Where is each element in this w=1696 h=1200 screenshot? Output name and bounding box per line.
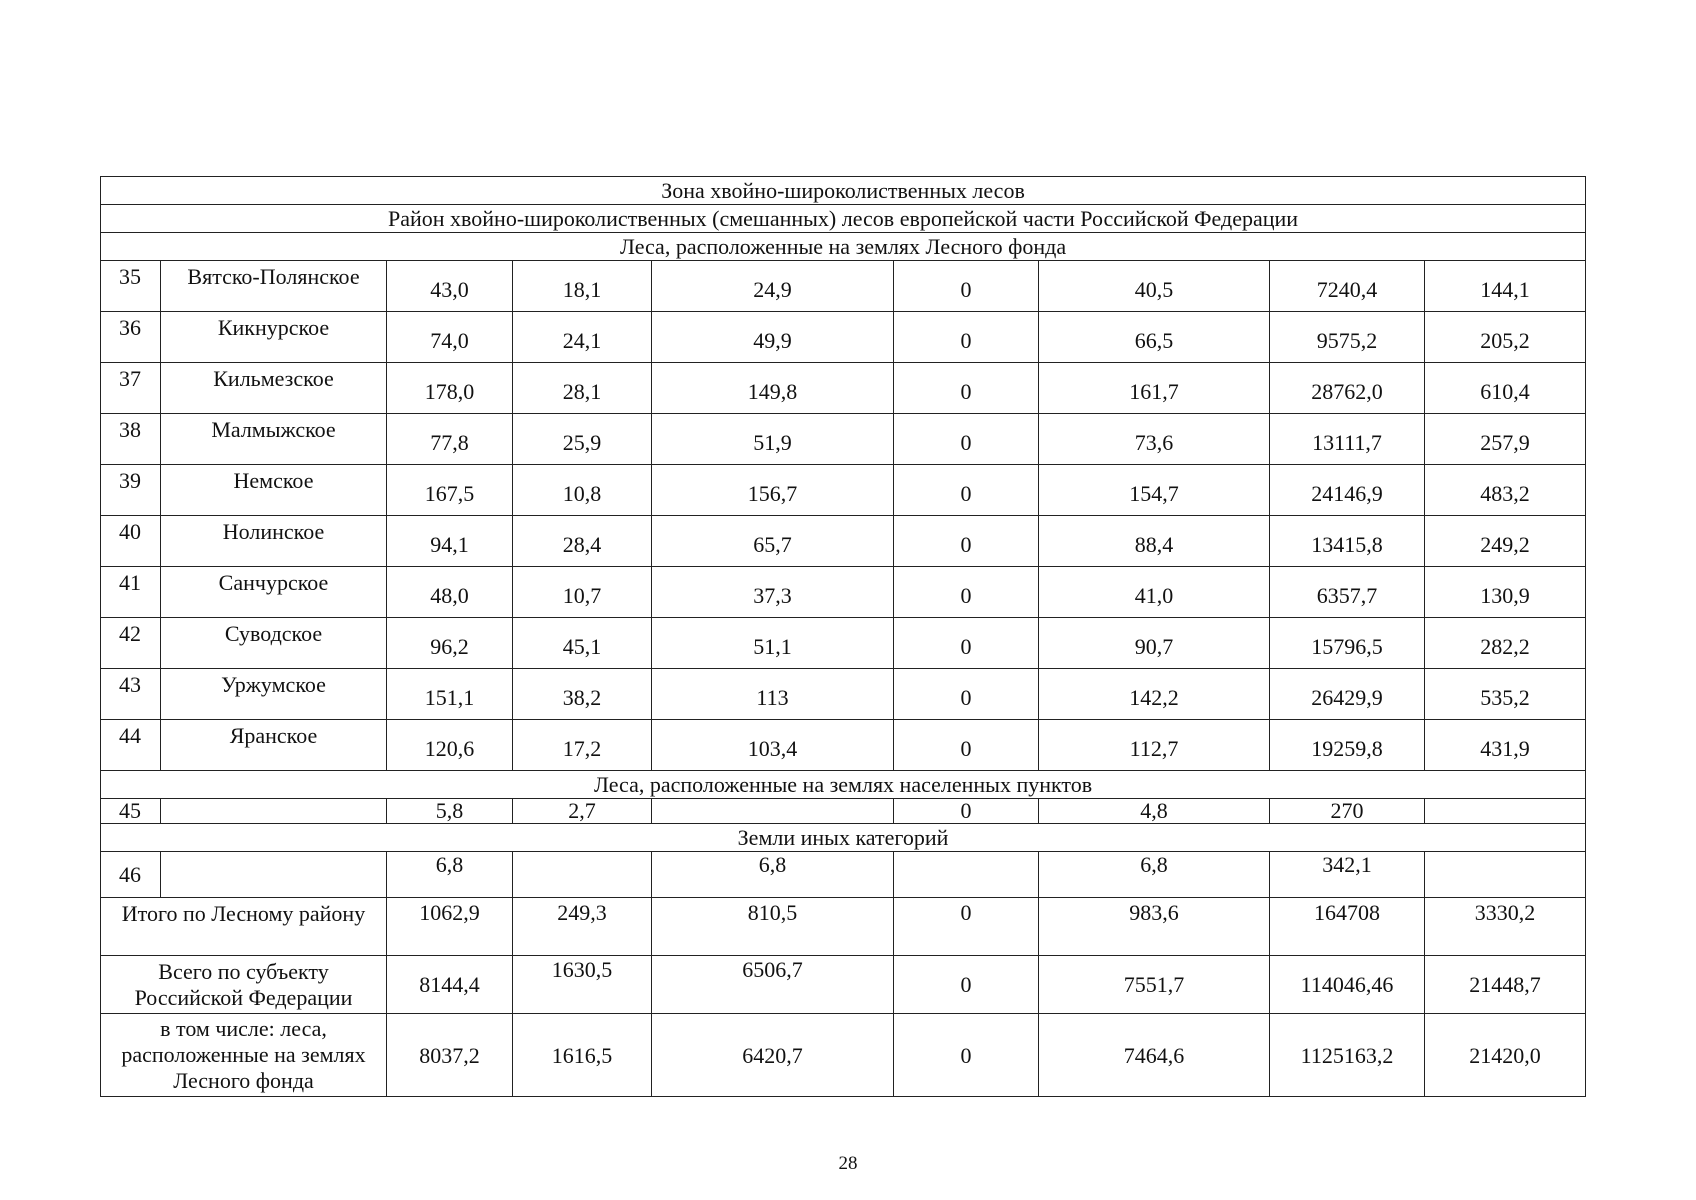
cell-value (1425, 852, 1586, 898)
cell-value: 6,8 (387, 852, 513, 898)
cell-value: 142,2 (1039, 669, 1270, 720)
cell-value: 94,1 (387, 516, 513, 567)
forest-data-table (100, 176, 1586, 1097)
cell-value: 49,9 (652, 312, 894, 363)
cell-value: 120,6 (387, 720, 513, 771)
cell-value: 7551,7 (1039, 956, 1270, 1014)
cell-value: 3330,2 (1425, 898, 1586, 956)
cell-value: 282,2 (1425, 618, 1586, 669)
forestry-name: Кильмезское (161, 363, 387, 414)
cell-value: 151,1 (387, 669, 513, 720)
cell-value: 0 (894, 669, 1039, 720)
cell-value: 1616,5 (513, 1014, 652, 1097)
table-row (101, 516, 1586, 567)
cell-value: 18,1 (513, 261, 652, 312)
cell-value: 0 (894, 720, 1039, 771)
forestry-name (161, 852, 387, 898)
cell-value: 113 (652, 669, 894, 720)
forestry-name: Санчурское (161, 567, 387, 618)
cell-value: 205,2 (1425, 312, 1586, 363)
cell-value: 4,8 (1039, 799, 1270, 824)
cell-value: 130,9 (1425, 567, 1586, 618)
cell-value: 431,9 (1425, 720, 1586, 771)
cell-value: 0 (894, 465, 1039, 516)
row-number: 44 (101, 720, 161, 771)
forestry-name: Малмыжское (161, 414, 387, 465)
cell-value: 535,2 (1425, 669, 1586, 720)
cell-value: 74,0 (387, 312, 513, 363)
cell-value: 178,0 (387, 363, 513, 414)
cell-value: 40,5 (1039, 261, 1270, 312)
cell-value: 1125163,2 (1270, 1014, 1425, 1097)
cell-value: 342,1 (1270, 852, 1425, 898)
cell-value: 73,6 (1039, 414, 1270, 465)
cell-value: 6420,7 (652, 1014, 894, 1097)
cell-value: 610,4 (1425, 363, 1586, 414)
cell-value: 21420,0 (1425, 1014, 1586, 1097)
cell-value: 112,7 (1039, 720, 1270, 771)
cell-value: 0 (894, 567, 1039, 618)
cell-value: 10,8 (513, 465, 652, 516)
cell-value: 0 (894, 1014, 1039, 1097)
cell-value: 38,2 (513, 669, 652, 720)
cell-value: 28762,0 (1270, 363, 1425, 414)
cell-value: 21448,7 (1425, 956, 1586, 1014)
cell-value: 6506,7 (652, 956, 894, 1014)
cell-value: 270 (1270, 799, 1425, 824)
forestry-name: Нолинское (161, 516, 387, 567)
cell-value: 0 (894, 956, 1039, 1014)
cell-value: 37,3 (652, 567, 894, 618)
cell-value (513, 852, 652, 898)
cell-value: 28,4 (513, 516, 652, 567)
table-row (101, 363, 1586, 414)
cell-value: 161,7 (1039, 363, 1270, 414)
cell-value: 0 (894, 414, 1039, 465)
cell-value: 0 (894, 261, 1039, 312)
row-number: 38 (101, 414, 161, 465)
cell-value: 0 (894, 312, 1039, 363)
cell-value: 26429,9 (1270, 669, 1425, 720)
cell-value: 6,8 (1039, 852, 1270, 898)
cell-value: 24146,9 (1270, 465, 1425, 516)
row-number: 36 (101, 312, 161, 363)
forestry-name: Кикнурское (161, 312, 387, 363)
table-row (101, 261, 1586, 312)
cell-value: 249,2 (1425, 516, 1586, 567)
cell-value: 149,8 (652, 363, 894, 414)
cell-value: 483,2 (1425, 465, 1586, 516)
cell-value: 810,5 (652, 898, 894, 956)
forestry-name: Яранское (161, 720, 387, 771)
row-number: 46 (101, 852, 161, 898)
cell-value: 41,0 (1039, 567, 1270, 618)
cell-value: 8037,2 (387, 1014, 513, 1097)
cell-value: 24,1 (513, 312, 652, 363)
cell-value: 19259,8 (1270, 720, 1425, 771)
table-row (101, 567, 1586, 618)
cell-value: 2,7 (513, 799, 652, 824)
cell-value (894, 852, 1039, 898)
cell-value: 6357,7 (1270, 567, 1425, 618)
zone-header: Зона хвойно-широколиственных лесов (101, 177, 1586, 205)
cell-value: 9575,2 (1270, 312, 1425, 363)
table-row (101, 312, 1586, 363)
cell-value: 164708 (1270, 898, 1425, 956)
cell-value: 0 (894, 898, 1039, 956)
cell-value: 154,7 (1039, 465, 1270, 516)
cell-value: 25,9 (513, 414, 652, 465)
cell-value (652, 799, 894, 824)
forestry-name: Немское (161, 465, 387, 516)
cell-value: 15796,5 (1270, 618, 1425, 669)
cell-value: 103,4 (652, 720, 894, 771)
cell-value: 17,2 (513, 720, 652, 771)
cell-value: 156,7 (652, 465, 894, 516)
cell-value: 167,5 (387, 465, 513, 516)
cell-value: 7240,4 (1270, 261, 1425, 312)
cell-value: 8144,4 (387, 956, 513, 1014)
cell-value: 983,6 (1039, 898, 1270, 956)
section-header-settlements: Леса, расположенные на землях населенных пунктов (101, 771, 1586, 799)
cell-value: 1062,9 (387, 898, 513, 956)
cell-value: 6,8 (652, 852, 894, 898)
cell-value: 24,9 (652, 261, 894, 312)
table-row (101, 414, 1586, 465)
total-label: Итого по Лесному району (101, 898, 387, 956)
cell-value: 90,7 (1039, 618, 1270, 669)
cell-value: 13111,7 (1270, 414, 1425, 465)
cell-value: 1630,5 (513, 956, 652, 1014)
cell-value: 88,4 (1039, 516, 1270, 567)
cell-value: 0 (894, 363, 1039, 414)
cell-value: 5,8 (387, 799, 513, 824)
section-header-other-lands: Земли иных категорий (101, 824, 1586, 852)
total-row (101, 898, 1586, 956)
table-row (101, 720, 1586, 771)
forestry-name: Вятско-Полянское (161, 261, 387, 312)
cell-value: 13415,8 (1270, 516, 1425, 567)
cell-value: 114046,46 (1270, 956, 1425, 1014)
page-number: 28 (838, 1153, 858, 1174)
cell-value: 43,0 (387, 261, 513, 312)
row-number: 42 (101, 618, 161, 669)
cell-value: 0 (894, 799, 1039, 824)
table-row (101, 618, 1586, 669)
cell-value: 144,1 (1425, 261, 1586, 312)
row-number: 43 (101, 669, 161, 720)
cell-value: 77,8 (387, 414, 513, 465)
total-label: в том числе: леса, расположенные на землях Лесного фонда (101, 1014, 387, 1097)
section-header-forest-fund: Леса, расположенные на землях Лесного фонда (101, 233, 1586, 261)
total-row (101, 1014, 1586, 1097)
cell-value: 257,9 (1425, 414, 1586, 465)
cell-value: 48,0 (387, 567, 513, 618)
cell-value: 66,5 (1039, 312, 1270, 363)
cell-value: 0 (894, 516, 1039, 567)
table-row (101, 799, 1586, 824)
cell-value: 45,1 (513, 618, 652, 669)
forestry-name (161, 799, 387, 824)
row-number: 45 (101, 799, 161, 824)
forestry-name: Уржумское (161, 669, 387, 720)
table-row (101, 465, 1586, 516)
row-number: 41 (101, 567, 161, 618)
region-header: Район хвойно-широколиственных (смешанных) лесов европейской части Российской Федерации (101, 205, 1586, 233)
cell-value: 249,3 (513, 898, 652, 956)
cell-value: 96,2 (387, 618, 513, 669)
cell-value: 51,1 (652, 618, 894, 669)
cell-value: 51,9 (652, 414, 894, 465)
table-row (101, 852, 1586, 898)
cell-value: 65,7 (652, 516, 894, 567)
row-number: 37 (101, 363, 161, 414)
forestry-name: Суводское (161, 618, 387, 669)
cell-value: 0 (894, 618, 1039, 669)
cell-value (1425, 799, 1586, 824)
row-number: 40 (101, 516, 161, 567)
cell-value: 28,1 (513, 363, 652, 414)
total-row (101, 956, 1586, 1014)
row-number: 39 (101, 465, 161, 516)
total-label: Всего по субъекту Российской Федерации (101, 956, 387, 1014)
cell-value: 7464,6 (1039, 1014, 1270, 1097)
cell-value: 10,7 (513, 567, 652, 618)
row-number: 35 (101, 261, 161, 312)
table-row (101, 669, 1586, 720)
